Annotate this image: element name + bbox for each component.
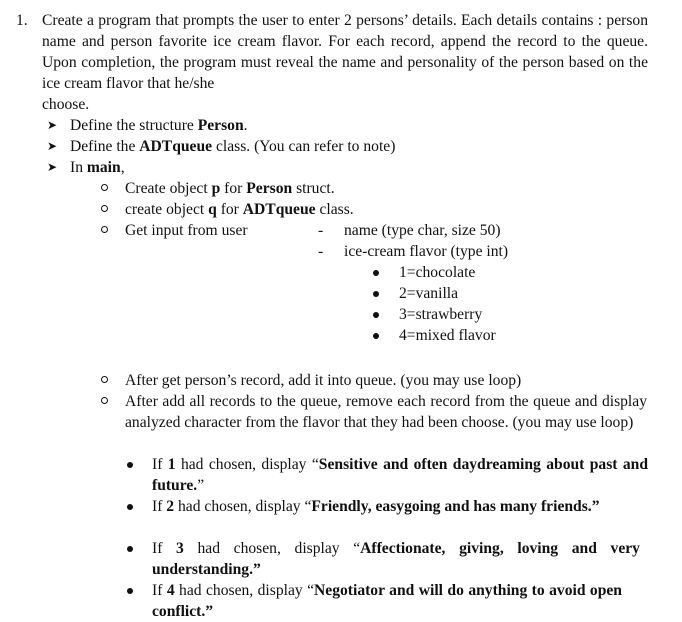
dot-bullet-icon xyxy=(373,312,379,318)
main-item-get-input: Get input from user xyxy=(125,222,248,239)
dash-bullet: - xyxy=(318,243,324,260)
question-number: 1. xyxy=(16,12,28,29)
circle-bullet-icon xyxy=(101,397,108,404)
arrow-bullet-icon: ➤ xyxy=(47,160,58,174)
circle-bullet-icon xyxy=(101,376,108,383)
step-in-main: In main, xyxy=(70,159,125,176)
question-intro xyxy=(42,10,648,115)
circle-bullet-icon xyxy=(101,205,108,212)
struct-name: Person xyxy=(197,117,244,134)
main-item-create-q: create object q for ADTqueue class. xyxy=(125,201,354,218)
result-message: Affectionate, giving, loving and very understanding. xyxy=(152,540,640,578)
arrow-bullet-icon: ➤ xyxy=(47,139,58,153)
result-message: Sensitive and often daydreaming about past and future. xyxy=(152,456,649,494)
step-define-class: Define the ADTqueue class. (You can refer to note) xyxy=(70,138,396,155)
field-name: name (type char, size 50) xyxy=(344,222,501,239)
question-intro-text: Create a program that prompts the user to enter 2 persons’ details. Each details contains : person name and person favorite ice cream flavor. For each record, append the record to the queue. Upon completion, the program must reveal the name and personality of the person based on the ice cream flavor that he/she xyxy=(42,12,648,92)
result-message: Friendly, easygoing and has many friends. xyxy=(311,498,592,515)
main-keyword: main xyxy=(86,159,121,176)
arrow-bullet-icon: ➤ xyxy=(47,118,58,132)
class-name: ADTqueue xyxy=(139,138,213,155)
dot-bullet-icon xyxy=(127,462,133,468)
dash-bullet: - xyxy=(318,222,324,239)
main-item-create-p: Create object p for Person struct. xyxy=(125,180,335,197)
flavor-item: 3=strawberry xyxy=(399,306,483,323)
flavor-item: 4=mixed flavor xyxy=(399,327,496,344)
step-define-struct: Define the structure Person. xyxy=(70,117,248,134)
circle-bullet-icon xyxy=(101,226,108,233)
result-flavor-1: If 1 had chosen, display “Sensitive and often daydreaming about past and future.” xyxy=(152,456,649,494)
field-flavor: ice-cream flavor (type int) xyxy=(344,243,509,260)
dot-bullet-icon xyxy=(373,270,379,276)
dot-bullet-icon xyxy=(127,504,133,510)
circle-bullet-icon xyxy=(101,184,108,191)
result-flavor-4: If 4 had chosen, display “Negotiator and will do anything to avoid open conflict.” xyxy=(152,582,622,620)
result-message: Negotiator and will do anything to avoid open conflict. xyxy=(152,582,622,620)
question-intro-last: choose. xyxy=(42,96,90,113)
main-item-remove-queue: After add all records to the queue, remove each record from the queue and display analyzed character from the flavor that they had been choose. (you may use loop) xyxy=(125,393,647,431)
dot-bullet-icon xyxy=(127,588,133,594)
dot-bullet-icon xyxy=(373,333,379,339)
dot-bullet-icon xyxy=(373,291,379,297)
flavor-item: 1=chocolate xyxy=(399,264,476,281)
flavor-item: 2=vanilla xyxy=(399,285,459,302)
result-flavor-2: If 2 had chosen, display “Friendly, easygoing and has many friends.” xyxy=(152,498,600,515)
dot-bullet-icon xyxy=(127,546,133,552)
main-item-add-queue: After get person’s record, add it into queue. (you may use loop) xyxy=(125,372,522,389)
result-flavor-3: If 3 had chosen, display “Affectionate, giving, loving and very understanding.” xyxy=(152,540,640,578)
